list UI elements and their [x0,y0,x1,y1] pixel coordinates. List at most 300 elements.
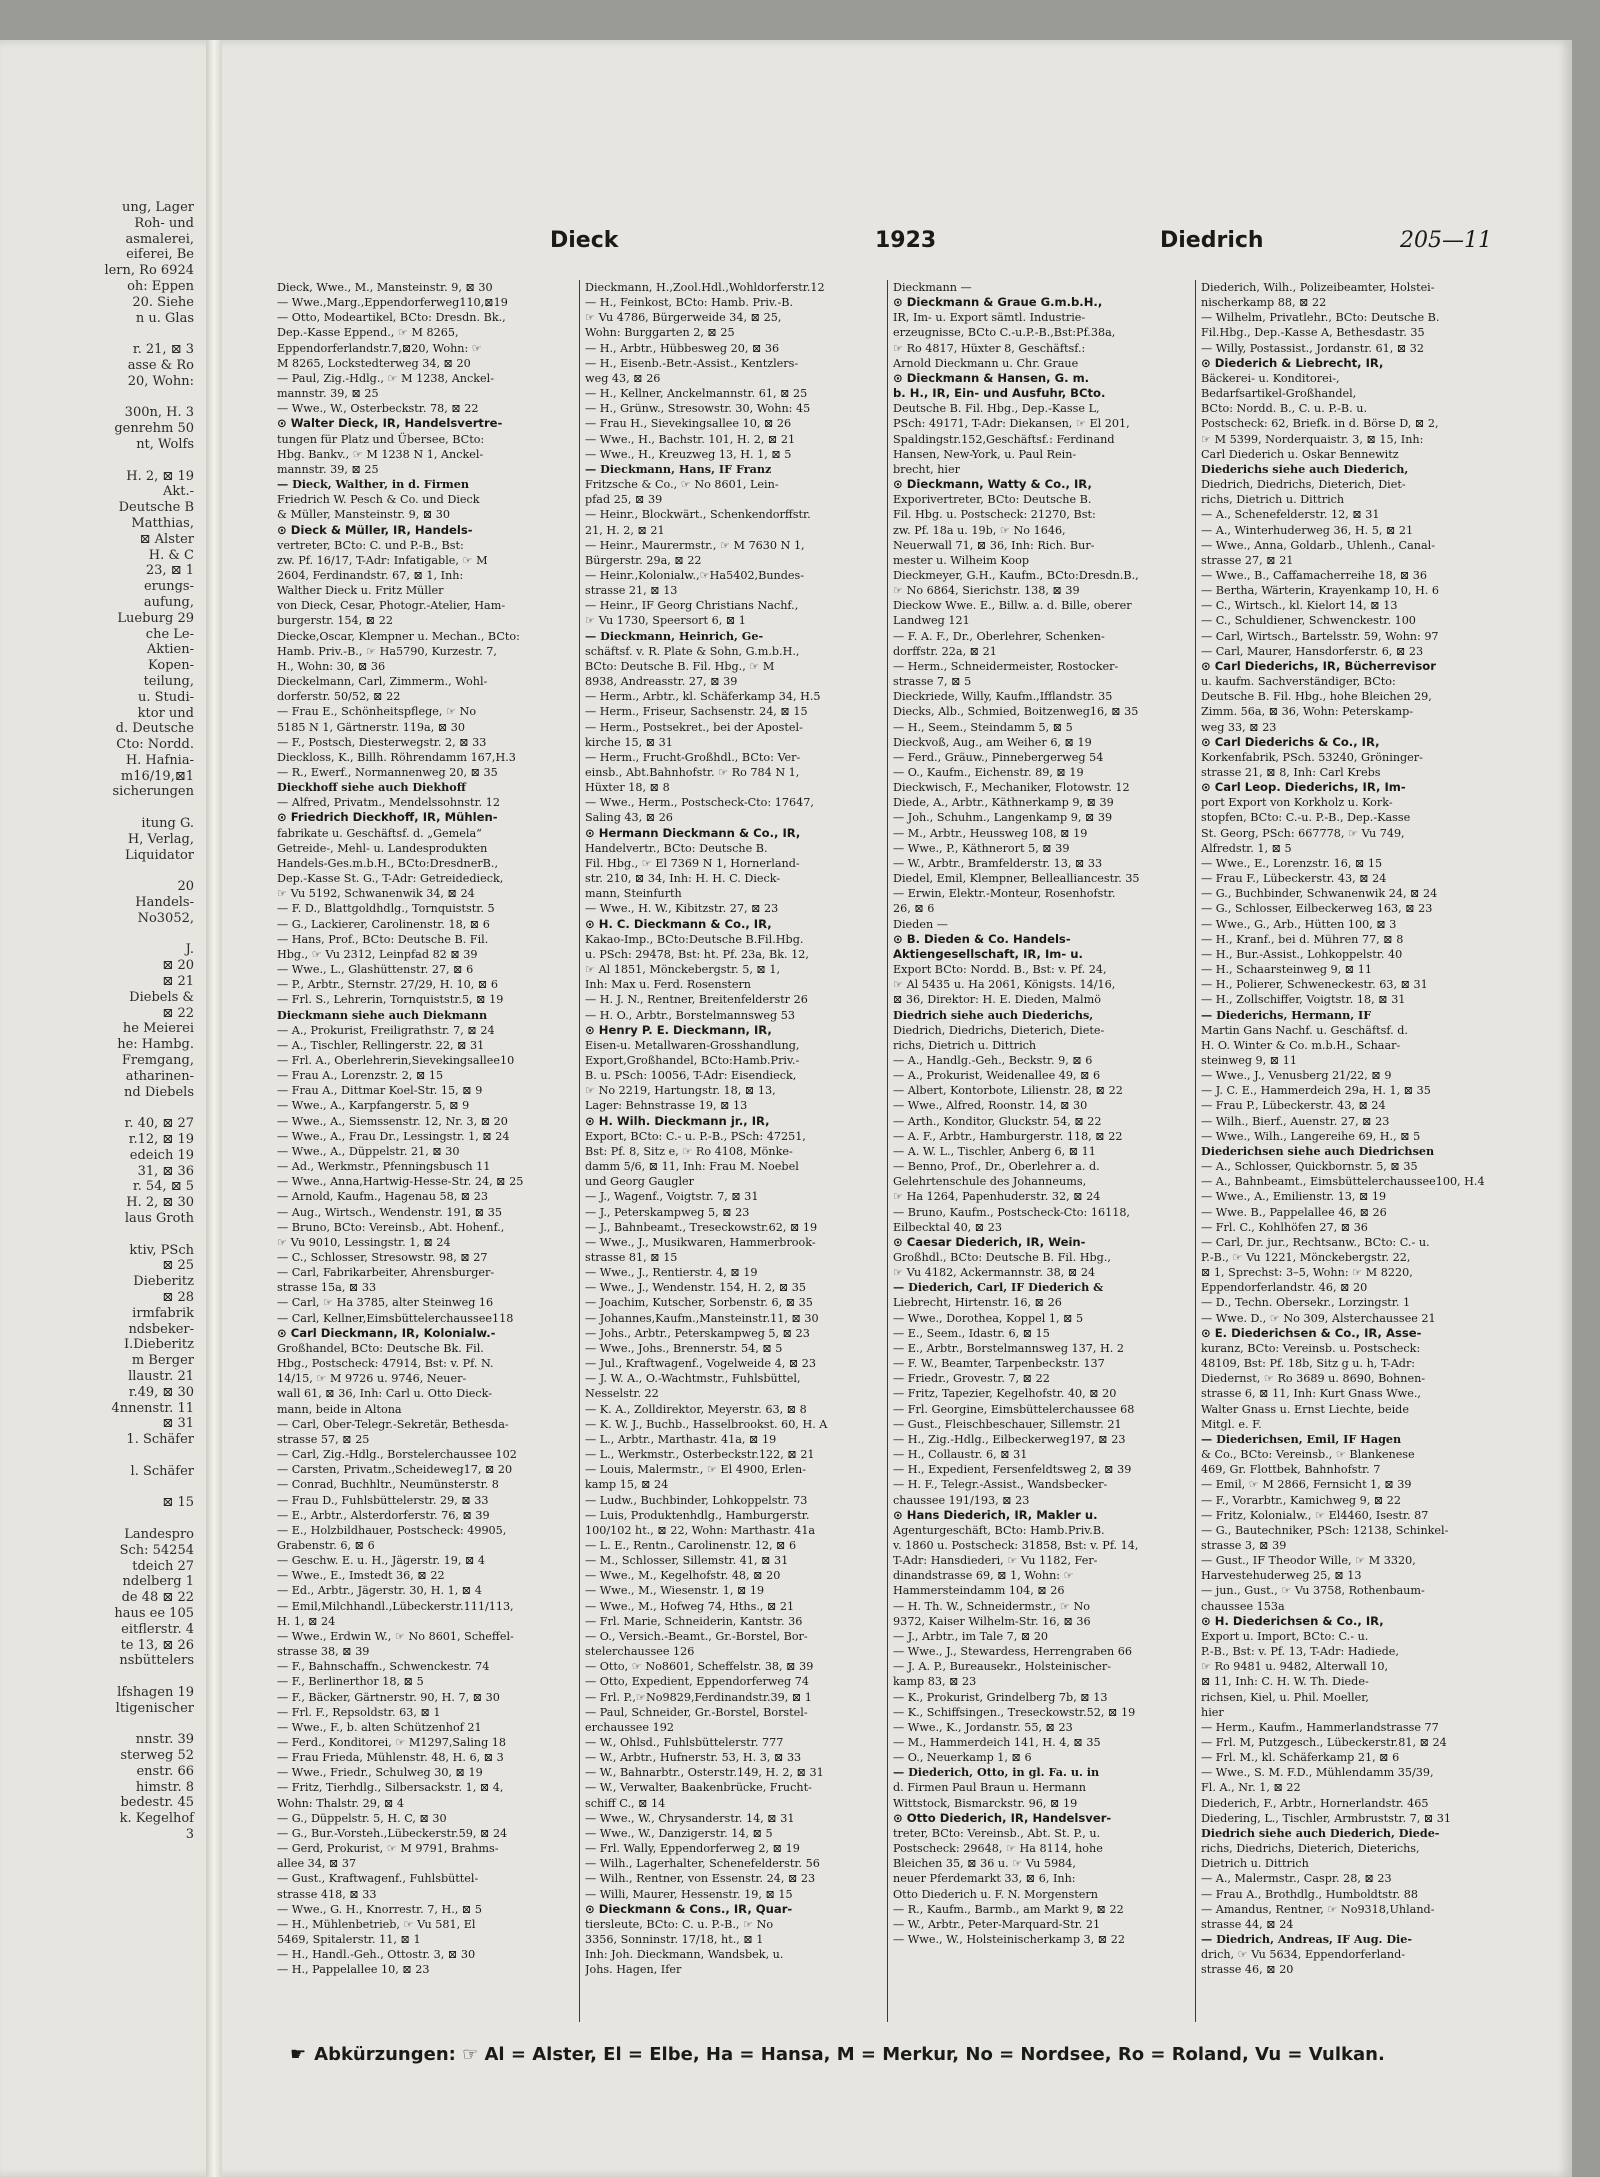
directory-entry: Fil. Hbg., ☞ El 7369 N 1, Hornerland- [585,856,800,870]
edge-fragment: eiferei, Be [126,247,194,263]
directory-entry: Dieckmann — [893,281,972,294]
directory-entry: T-Adr: Hansdiederi, ☞ Vu 1182, Fer- [893,1554,1098,1568]
directory-entry: — H., Kranf., bei d. Mühren 77, ⊠ 8 [1201,932,1404,946]
edge-fragment [0,453,200,469]
edge-fragment: himstr. 8 [135,1779,194,1795]
directory-entry: — Bruno, BCto: Vereinsb., Abt. Hohenf., [277,1220,505,1234]
edge-fragment [0,1100,200,1116]
directory-entry: 3356, Sonninstr. 17/18, ht., ⊠ 1 [585,1933,764,1947]
directory-entry: — H., Schaarsteinweg 9, ⊠ 11 [1201,963,1372,977]
directory-entry: Hamb. Priv.-B., ☞ Ha5790, Kurzestr. 7, [277,644,497,658]
directory-entry: ⊠ 11, Inh: C. H. W. Th. Diede- [1201,1675,1369,1689]
directory-entry: — Ed., Arbtr., Jägerstr. 30, H. 1, ⊠ 4 [277,1584,482,1598]
directory-entry: weg 43, ⊠ 26 [585,371,661,385]
directory-entry: — H., Eisenb.-Betr.-Assist., Kentzlers- [585,356,799,370]
directory-entry: Hammersteindamm 104, ⊠ 26 [893,1584,1065,1598]
directory-entry: — Frau F., Lübeckerstr. 43, ⊠ 24 [1201,872,1387,886]
directory-entry: 48109, Bst: Pf. 18b, Sitz g u. h, T-Adr: [1201,1357,1416,1371]
directory-entry: — Diederichs, Hermann, IF [1201,1007,1372,1022]
directory-entry: Diedernst, ☞ Ro 3689 u. 8690, Bohnen- [1201,1372,1426,1386]
directory-entry: dinandstrasse 69, ⊠ 1, Wohn: ☞ [893,1569,1074,1583]
directory-entry: — Ferd., Konditorei, ☞ M1297,Saling 18 [277,1736,507,1749]
directory-entry: — Wwe., A., Siemssenstr. 12, Nr. 3, ⊠ 20 [277,1114,508,1128]
edge-fragment: u. Studi- [137,689,194,705]
edge-fragment: ⊠ 21 [162,974,194,990]
directory-entry: P.-B., Bst: v. Pf. 13, T-Adr: Hadiede, [1201,1645,1399,1659]
directory-entry: — K., Prokurist, Grindelberg 7b, ⊠ 13 [893,1690,1108,1704]
directory-entry: H. 1, ⊠ 24 [277,1614,336,1628]
edge-fragment: ung, Lager [122,200,194,215]
directory-entry: Hbg., Postscheck: 47914, Bst: v. Pf. N. [277,1357,494,1371]
edge-fragment: r.49, ⊠ 30 [128,1384,194,1400]
directory-entry: einsb., Abt.Bahnhofstr. ☞ Ro 784 N 1, [585,766,800,779]
directory-entry: — Wwe., S. M. F.D., Mühlendamm 35/39, [1201,1766,1434,1780]
edge-fragment: l. Schäfer [130,1463,194,1479]
directory-entry: Korkenfabrik, PSch. 53240, Gröninger- [1201,750,1423,764]
directory-entry: hier [1201,1705,1224,1719]
edge-fragment: Diebels & [129,989,194,1005]
directory-entry: — A., Prokurist, Freiligrathstr. 7, ⊠ 24 [277,1023,495,1037]
directory-entry: — Heinr., Blockwärt., Schenkendorffstr. [585,508,811,522]
directory-entry: — W., Arbtr., Peter-Marquard-Str. 21 [893,1917,1101,1931]
directory-entry: b. H., IR, Ein- und Ausfuhr, BCto. [893,386,1106,401]
directory-entry: — H., Pappelallee 10, ⊠ 23 [277,1963,430,1977]
directory-entry: — Gust., Kraftwagenf., Fuhlsbüttel- [277,1872,479,1886]
directory-entry: — Bertha, Wärterin, Krayenkamp 10, H. 6 [1201,584,1439,598]
edge-fragment: 3 [185,1827,194,1843]
directory-entry: — O., Kaufm., Eichenstr. 89, ⊠ 19 [893,766,1084,779]
edge-fragment: No3052, [137,910,194,926]
directory-entry: — Wwe., F., b. alten Schützenhof 21 [277,1720,482,1734]
edge-fragment: Kopen- [148,658,194,674]
directory-entry: — Herm., Kaufm., Hammerlandstrasse 77 [1201,1720,1439,1734]
directory-entry: — K. W. J., Buchb., Hasselbrookst. 60, H. A [585,1417,828,1431]
directory-entry: — Ferd., Gräuw., Pinnebergerweg 54 [893,750,1104,764]
directory-entry: — Frau D., Fuhlsbüttelerstr. 29, ⊠ 33 [277,1493,489,1507]
page-header [290,228,1560,268]
directory-entry: — A., Schenefelderstr. 12, ⊠ 31 [1201,508,1380,522]
directory-entry: Dieckelmann, Carl, Zimmerm., Wohl- [277,675,488,689]
directory-entry: — L. E., Rentn., Carolinenstr. 12, ⊠ 6 [585,1538,797,1552]
column-2 [580,280,888,2022]
directory-entry: — Jul., Kraftwagenf., Vogelweide 4, ⊠ 23 [585,1357,816,1371]
directory-entry: richs, Diedrichs, Dieterich, Dieterichs, [1201,1842,1420,1856]
directory-entry: Hbg., ☞ Vu 2312, Leinpfad 82 ⊠ 39 [277,947,478,961]
edge-fragment: asse & Ro [127,357,194,373]
directory-entry: Diedrich siehe auch Diederichs, [893,1007,1094,1022]
directory-entry: — Wwe., W., Osterbeckstr. 78, ⊠ 22 [277,402,479,416]
edge-fragment: 20. Siehe [132,294,194,310]
edge-fragment: Fremgang, [121,1053,194,1069]
directory-entry: — W., Verwalter, Baakenbrücke, Frucht- [585,1781,812,1795]
directory-entry: Diede, A., Arbtr., Käthnerkamp 9, ⊠ 39 [893,796,1114,810]
directory-entry: — Wwe., A., Frau Dr., Lessingstr. 1, ⊠ 24 [277,1129,510,1143]
edge-fragment: Sch: 54254 [119,1542,194,1558]
directory-entry: — Frl. Wally, Eppendorferweg 2, ⊠ 19 [585,1842,800,1856]
directory-entry: treter, BCto: Vereinsb., Abt. St. P., u. [893,1826,1101,1840]
directory-entry: ⊙ B. Dieden & Co. Handels- [893,931,1071,946]
directory-entry: — A., Prokurist, Weidenallee 49, ⊠ 6 [893,1069,1101,1083]
directory-entry: Otto Diederich u. F. N. Morgenstern [893,1887,1098,1901]
directory-entry: Fritzsche & Co., ☞ No 8601, Lein- [585,478,779,492]
directory-entry: Eppendorferlandstr. 46, ⊠ 20 [1201,1281,1368,1295]
edge-fragment: J. [185,942,194,958]
directory-entry: Inh: Max u. Ferd. Rosenstern [585,978,751,992]
directory-entry: — G., Buchbinder, Schwanenwik 24, ⊠ 24 [1201,887,1438,901]
directory-entry: ☞ Ro 4817, Hüxter 8, Geschäftsf.: [893,341,1086,355]
directory-entry: — Heinr.,Kolonialw.,☞Ha5402,Bundes- [585,568,805,582]
directory-entry: Neuerwall 71, ⊠ 36, Inh: Rich. Bur- [893,538,1095,552]
directory-entry: — Wwe., B., Caffamacherreihe 18, ⊠ 36 [1201,568,1428,582]
edge-fragment [0,1669,200,1685]
edge-fragment: ⊠ 15 [162,1495,194,1511]
edge-fragment: eitflerstr. 4 [121,1621,194,1637]
directory-entry: stopfen, BCto: C.-u. P.-B., Dep.-Kasse [1201,811,1411,825]
directory-entry: — Frau A., Brothdlg., Humboldtstr. 88 [1201,1887,1419,1901]
directory-entry: Diecks, Alb., Schmied, Boitzenweg16, ⊠ 35 [893,705,1139,719]
directory-entry: Diecke,Oscar, Klempner u. Mechan., BCto: [277,629,520,643]
directory-entry: damm 5/6, ⊠ 11, Inh: Frau M. Noebel [585,1160,799,1174]
edge-fragment: Matthias, [131,515,194,531]
directory-entry: — J. C. E., Hammerdeich 29a, H. 1, ⊠ 35 [1201,1084,1431,1098]
directory-entry: — Wwe., W., Holsteinischerkamp 3, ⊠ 22 [893,1933,1125,1947]
directory-entry: Eilbecktal 40, ⊠ 23 [893,1220,1002,1234]
edge-fragment: ⊠ 25 [162,1258,194,1274]
directory-entry: Landweg 121 [893,614,970,628]
directory-entry: — Wwe., Dorothea, Koppel 1, ⊠ 5 [893,1311,1084,1325]
directory-entry: — E., Arbtr., Alsterdorferstr. 76, ⊠ 39 [277,1508,490,1522]
directory-entry: & Müller, Mansteinstr. 9, ⊠ 30 [277,508,451,522]
directory-entry: — Frl. F., Repsoldstr. 63, ⊠ 1 [277,1705,441,1719]
directory-entry: allee 34, ⊠ 37 [277,1857,357,1871]
directory-entry: Dep.-Kasse Eppend., ☞ M 8265, [277,326,459,340]
directory-entry: — Wwe., Alfred, Roonstr. 14, ⊠ 30 [893,1099,1088,1113]
directory-entry: dorferstr. 50/52, ⊠ 22 [277,690,401,704]
edge-fragment: teilung, [143,673,194,689]
edge-fragment: Deutsche B [118,500,194,516]
edge-fragment: 300n, H. 3 [124,405,194,421]
directory-entry: Postscheck: 62, Briefk. in d. Börse D, ⊠ 2, [1201,417,1439,431]
directory-entry: strasse 46, ⊠ 20 [1201,1963,1294,1977]
directory-entry: — J., Arbtr., im Tale 7, ⊠ 20 [893,1629,1049,1643]
directory-entry: dorffstr. 22a, ⊠ 21 [893,644,997,658]
edge-fragment: nd Diebels [124,1084,194,1100]
directory-entry: — Wwe., J., Rentierstr. 4, ⊠ 19 [585,1266,758,1280]
directory-entry: Friedrich W. Pesch & Co. und Dieck [277,493,480,507]
directory-entry: — A. W. L., Tischler, Anberg 6, ⊠ 11 [893,1144,1096,1158]
edge-fragment: Liquidator [125,847,194,863]
edge-fragment: erungs- [143,579,194,595]
directory-entry: — E., Arbtr., Borstelmannsweg 137, H. 2 [893,1341,1124,1355]
edge-fragment: H. Hafnia- [125,752,194,768]
directory-entry: — J. W. A., O.-Wachtmstr., Fuhlsbüttel, [585,1372,801,1386]
directory-entry: mann, beide in Altona [277,1402,402,1416]
directory-entry: — Wilh., Bierf., Auenstr. 27, ⊠ 23 [1201,1114,1390,1128]
edge-fragment: llaustr. 21 [128,1368,194,1384]
directory-entry: — R., Ewerf., Normannenweg 20, ⊠ 35 [277,766,498,779]
directory-entry: — H. F., Telegr.-Assist., Wandsbecker- [893,1478,1108,1492]
directory-entry: 9372, Kaiser Wilhelm-Str. 16, ⊠ 36 [893,1614,1091,1628]
directory-entry: ⊙ Dieckmann & Graue G.m.b.H., [893,295,1103,310]
directory-entry: — Frl. C., Kohlhöfen 27, ⊠ 36 [1201,1220,1368,1234]
directory-entry: — R., Kaufm., Barmb., am Markt 9, ⊠ 22 [893,1902,1124,1916]
directory-entry: — W., Bahnarbtr., Osterstr.149, H. 2, ⊠ 31 [585,1766,824,1780]
directory-entry: 8938, Andreasstr. 27, ⊠ 39 [585,675,738,689]
directory-entry: — Dieck, Walther, in d. Firmen [277,477,469,492]
directory-entry: chaussee 153a [1201,1599,1285,1613]
directory-entry: ⊙ Carl Dieckmann, IR, Kolonialw.- [277,1325,496,1340]
edge-fragment: ⊠ 31 [162,1416,194,1432]
edge-fragment: genrehm 50 [114,421,194,437]
directory-entry: H. O. Winter & Co. m.b.H., Schaar- [1201,1038,1401,1052]
directory-entry: — Erwin, Elektr.-Monteur, Rosenhofstr. [893,887,1116,901]
directory-entry: — Joachim, Kutscher, Sorbenstr. 6, ⊠ 35 [585,1296,813,1310]
directory-entry: Postscheck: 29648, ☞ Ha 8114, hohe [893,1842,1103,1856]
directory-entry: — Frl. M, Putzgesch., Lübeckerstr.81, ⊠ 24 [1201,1736,1447,1749]
directory-entry: 5185 N 1, Gärtnerstr. 119a, ⊠ 30 [277,720,465,734]
directory-entry: Saling 43, ⊠ 26 [585,811,673,825]
edge-fragment [0,1511,200,1527]
directory-entry: ☞ No 6864, Sierichstr. 138, ⊠ 39 [893,584,1080,598]
edge-fragment: ktiv, PSch [129,1242,194,1258]
directory-page [0,40,1572,2177]
directory-entry: — Wwe., M., Hofweg 74, Hths., ⊠ 21 [585,1599,795,1613]
edge-fragment: lfshagen 19 [117,1684,194,1700]
directory-entry: — A., Bahnbeamt., Eimsbüttelerchaussee100, H.4 [1201,1175,1485,1189]
directory-entry: — L., Arbtr., Marthastr. 41a, ⊠ 19 [585,1432,777,1446]
edge-fragment: 20 [177,879,194,895]
directory-entry: — G., Bur.-Vorsteh.,Lübeckerstr.59, ⊠ 24 [277,1826,508,1840]
directory-entry: Dieckwisch, F., Mechaniker, Flotowstr. 12 [893,781,1130,795]
directory-entry: Nesselstr. 22 [585,1387,659,1401]
directory-entry: — Dieckmann, Hans, IF Franz [585,461,772,476]
directory-entry: — Arth., Konditor, Gluckstr. 54, ⊠ 22 [893,1114,1102,1128]
edge-fragment: asmalerei, [125,231,194,247]
directory-entry: — J., Wagenf., Voigtstr. 7, ⊠ 31 [585,1190,759,1204]
directory-entry: — G., Schlosser, Eilbeckerweg 163, ⊠ 23 [1201,902,1433,916]
directory-entry: — Wwe., M., Wiesenstr. 1, ⊠ 19 [585,1584,765,1598]
directory-entry: weg 33, ⊠ 23 [1201,720,1277,734]
directory-entry: — Heinr., IF Georg Christians Nachf., [585,599,799,613]
directory-entry: — Otto, Expedient, Eppendorferweg 74 [585,1675,810,1689]
directory-entry: — A., Schlosser, Quickbornstr. 5, ⊠ 35 [1201,1160,1418,1174]
directory-entry: — Frl. M., kl. Schäferkamp 21, ⊠ 6 [1201,1751,1400,1765]
directory-entry: — Wwe., H., Bachstr. 101, H. 2, ⊠ 21 [585,432,796,446]
directory-entry: — O., Versich.-Beamt., Gr.-Borstel, Bor- [585,1629,808,1643]
directory-entry: — Gust., Fleischbeschauer, Sillemstr. 21 [893,1417,1122,1431]
directory-entry: ⊙ Carl Leop. Diederichs, IR, Im- [1201,780,1406,795]
edge-fragment: ktor und [137,705,194,721]
directory-entry: ☞ Vu 1730, Speersort 6, ⊠ 1 [585,614,746,628]
header-last-entry: Diedrich [1160,228,1264,253]
directory-entry: ⊙ E. Diederichsen & Co., IR, Asse- [1201,1325,1422,1340]
directory-entry: neuer Pferdemarkt 33, ⊠ 6, Inh: [893,1872,1076,1886]
directory-columns [272,280,1504,2022]
directory-entry: steinweg 9, ⊠ 11 [1201,1053,1297,1067]
directory-entry: ⊠ 1, Sprechst: 3–5, Wohn: ☞ M 8220, [1201,1266,1413,1280]
directory-entry: — Otto, Modeartikel, BCto: Dresdn. Bk., [277,311,506,325]
directory-entry: — A., Handlg.-Geh., Beckstr. 9, ⊠ 6 [893,1053,1093,1067]
edge-fragment: ndelberg 1 [122,1574,194,1590]
directory-entry: v. 1860 u. Postscheck: 31858, Bst: v. Pf. 14, [893,1538,1139,1552]
directory-entry: — F., Bäcker, Gärtnerstr. 90, H. 7, ⊠ 30 [277,1690,500,1704]
directory-entry: — Arnold, Kaufm., Hagenau 58, ⊠ 23 [277,1190,488,1204]
directory-entry: richsen, Kiel, u. Phil. Moeller, [1201,1690,1369,1704]
edge-fragment: r. 40, ⊠ 27 [124,1116,194,1132]
directory-entry: — W., Ohlsd., Fuhlsbüttelerstr. 777 [585,1736,784,1749]
directory-entry: Dieckvoß, Aug., am Weiher 6, ⊠ 19 [893,735,1092,749]
header-first-entry: Dieck [550,228,619,253]
directory-entry: — Frau P., Lübeckerstr. 43, ⊠ 24 [1201,1099,1386,1113]
directory-entry: & Co., BCto: Vereinsb., ☞ Blankenese [1201,1448,1415,1462]
edge-fragment: Dieberitz [133,1274,194,1290]
edge-fragment [0,800,200,816]
directory-entry: nischerkamp 88, ⊠ 22 [1201,296,1327,310]
edge-fragment: m Berger [131,1353,194,1369]
edge-fragment: atharinen- [125,1068,194,1084]
directory-entry: — Frau H., Sievekingsallee 10, ⊠ 26 [585,417,792,431]
directory-entry: Carl Diederich u. Oskar Bennewitz [1201,447,1399,461]
directory-entry: 14/15, ☞ M 9726 u. 9746, Neuer- [277,1372,467,1386]
edge-fragment: de 48 ⊠ 22 [121,1590,194,1606]
edge-fragment: lern, Ro 6924 [104,263,194,279]
directory-entry: — Friedr., Grovestr. 7, ⊠ 22 [893,1372,1050,1386]
edge-fragment: H, Verlag, [127,831,194,847]
directory-entry: — Frl. P.,☞No9829,Ferdinandstr.39, ⊠ 1 [585,1690,812,1704]
directory-entry: — H. Th. W., Schneidermstr., ☞ No [893,1599,1091,1613]
edge-fragment: Cto: Nordd. [116,737,194,753]
directory-entry: BCto: Deutsche B. Fil. Hbg., ☞ M [585,659,775,673]
directory-entry: — O., Neuerkamp 1, ⊠ 6 [893,1751,1032,1765]
previous-page-edge [0,200,200,2030]
directory-entry: — Emil,Milchhandl.,Lübeckerstr.111/113, [277,1599,514,1613]
column-1 [272,280,580,2022]
directory-entry: — F. D., Blattgoldhdlg., Tornquiststr. 5 [277,902,495,916]
directory-entry: — H., Zollschiffer, Voigtstr. 18, ⊠ 31 [1201,993,1406,1007]
edge-fragment: te 13, ⊠ 26 [120,1637,194,1653]
edge-fragment: he: Hambg. [117,1037,194,1053]
directory-entry: tiersleute, BCto: C. u. P.-B., ☞ No [585,1917,774,1931]
directory-entry: Walter Gnass u. Ernst Liechte, beide [1201,1402,1409,1416]
directory-entry: strasse 21, ⊠ 8, Inh: Carl Krebs [1201,766,1381,779]
directory-entry: — H., Grünw., Stresowstr. 30, Wohn: 45 [585,402,811,416]
directory-entry: — E., Holzbildhauer, Postscheck: 49905, [277,1523,507,1537]
directory-entry: — Gerd, Prokurist, ☞ M 9791, Brahms- [277,1842,499,1856]
directory-entry: Großhandel, BCto: Deutsche Bk. Fil. [277,1341,484,1355]
edge-fragment: he Meierei [122,1021,194,1037]
header-year: 1923 [875,228,937,253]
edge-fragment: m16/19,⊠1 [120,768,194,784]
edge-fragment: 31, ⊠ 36 [137,1163,194,1179]
directory-entry: — Wwe., H., Kreuzweg 13, H. 1, ⊠ 5 [585,447,792,461]
edge-fragment: ltigenischer [115,1700,194,1716]
directory-entry: — Carl, Zig.-Hdlg., Borstelerchaussee 102 [277,1448,517,1462]
directory-entry: — Frau E., Schönheitspflege, ☞ No [277,705,477,719]
directory-entry: — W., Arbtr., Hufnerstr. 53, H. 3, ⊠ 33 [585,1751,802,1765]
directory-entry: — H., Collaustr. 6, ⊠ 31 [893,1448,1028,1462]
directory-entry: 100/102 ht., ⊠ 22, Wohn: Marthastr. 41a [585,1523,816,1537]
edge-fragment: ⊠ Alster [139,531,194,547]
directory-entry: 21, H. 2, ⊠ 21 [585,523,665,537]
edge-fragment: oh: Eppen [127,278,194,294]
abbreviations-text: Abkürzungen: ☞ Al = Alster, El = Elbe, Ha = Hansa, M = Merkur, No = Nordsee, Ro = Roland, Vu = Vulkan. [314,2044,1385,2065]
directory-entry: ⊙ Henry P. E. Dieckmann, IR, [585,1022,772,1037]
directory-entry: wall 61, ⊠ 36, Inh: Carl u. Otto Dieck- [277,1387,493,1401]
directory-entry: — Frau A., Dittmar Koel-Str. 15, ⊠ 9 [277,1084,483,1098]
edge-fragment: ⊠ 28 [162,1289,194,1305]
directory-entry: — Hans, Prof., BCto: Deutsche B. Fil. [277,932,489,946]
edge-fragment: nsbüttelers [119,1653,194,1669]
directory-entry: St. Georg, PSch: 667778, ☞ Vu 749, [1201,826,1405,840]
directory-entry: ⊙ Hermann Dieckmann & Co., IR, [585,825,801,840]
directory-entry: strasse 21, ⊠ 13 [585,584,678,598]
directory-entry: Inh: Joh. Dieckmann, Wandsbek, u. [585,1948,784,1962]
directory-entry: — F., Vorarbtr., Kamichweg 9, ⊠ 22 [1201,1493,1402,1507]
edge-fragment: ⊠ 22 [162,1005,194,1021]
directory-entry: Liebrecht, Hirtenstr. 16, ⊠ 26 [893,1296,1062,1310]
directory-entry: Dietrich u. Dittrich [1201,1857,1309,1871]
directory-entry: — Wwe., H. W., Kibitzstr. 27, ⊠ 23 [585,902,779,916]
directory-entry: ⊙ Otto Diederich, IR, Handelsver- [893,1810,1112,1825]
directory-entry: — Herm., Friseur, Sachsenstr. 24, ⊠ 15 [585,705,808,719]
directory-entry: — Frau A., Lorenzstr. 2, ⊠ 15 [277,1069,444,1083]
directory-entry: — Gust., IF Theodor Wille, ☞ M 3320, [1201,1554,1416,1568]
directory-entry: Hansen, New-York, u. Paul Rein- [893,447,1077,461]
directory-entry: — F. W., Beamter, Tarpenbeckstr. 137 [893,1357,1105,1371]
directory-entry: ⊙ Dieckmann & Hansen, G. m. [893,370,1090,385]
edge-fragment: r.12, ⊠ 19 [128,1132,194,1148]
directory-entry: H., Wohn: 30, ⊠ 36 [277,659,386,673]
directory-entry: — Frau Frieda, Mühlenstr. 48, H. 6, ⊠ 3 [277,1751,504,1765]
directory-entry: Diederich, F., Arbtr., Hornerlandstr. 465 [1201,1796,1429,1810]
edge-fragment: Lueburg 29 [117,610,194,626]
edge-fragment: 4nnenstr. 11 [111,1400,194,1416]
edge-fragment: sicherungen [112,784,194,800]
directory-entry: — Carl, ☞ Ha 3785, alter Steinweg 16 [277,1296,494,1310]
edge-fragment [0,1480,200,1496]
directory-entry: 2604, Ferdinandstr. 67, ⊠ 1, Inh: [277,568,464,582]
directory-entry: erzeugnisse, BCto C.-u.P.-B.,Bst:Pf.38a, [893,326,1116,340]
directory-entry: ☞ Vu 4182, Ackermannstr. 38, ⊠ 24 [893,1266,1096,1280]
directory-entry: — A., Tischler, Rellingerstr. 22, ⊠ 31 [277,1038,485,1052]
directory-entry: — H. O., Arbtr., Borstelmannsweg 53 [585,1008,795,1022]
directory-entry: — D., Techn. Obersekr., Lorzingstr. 1 [1201,1296,1411,1310]
directory-entry: Großhdl., BCto: Deutsche B. Fil. Hbg., [893,1251,1111,1264]
directory-entry: burgerstr. 154, ⊠ 22 [277,614,393,628]
directory-entry: — Wwe., Anna,Hartwig-Hesse-Str. 24, ⊠ 25 [277,1175,524,1189]
pointing-hand-icon: ☛ [290,2044,307,2065]
directory-entry: — Wwe., A., Karpfangerstr. 5, ⊠ 9 [277,1099,470,1113]
directory-entry: Diedrich siehe auch Diederich, Diede- [1201,1825,1440,1840]
directory-entry: ☞ No 2219, Hartungstr. 18, ⊠ 13, [585,1084,776,1098]
directory-entry: Dieckhoff siehe auch Diekhoff [277,780,466,795]
directory-entry: — Carl, Wirtsch., Bartelsstr. 59, Wohn: 97 [1201,629,1439,643]
column-3 [888,280,1196,2022]
directory-entry: M 8265, Lockstedterweg 34, ⊠ 20 [277,356,471,370]
directory-entry: — M., Schlosser, Sillemstr. 41, ⊠ 31 [585,1554,789,1568]
edge-fragment: edeich 19 [129,1147,194,1163]
directory-entry: kamp 83, ⊠ 23 [893,1675,977,1689]
directory-entry: Harvestehuderweg 25, ⊠ 13 [1201,1569,1362,1583]
directory-entry: — Conrad, Buchhltr., Neumünsterstr. 8 [277,1478,499,1492]
directory-entry: kirche 15, ⊠ 31 [585,735,673,749]
edge-fragment [0,927,200,943]
directory-entry: — Wwe., G. H., Knorrestr. 7, H., ⊠ 5 [277,1902,482,1916]
directory-entry: 5469, Spitalerstr. 11, ⊠ 1 [277,1933,421,1947]
edge-fragment [0,863,200,879]
edge-fragment: aufung, [143,594,194,610]
directory-entry: — Willi, Maurer, Hessenstr. 19, ⊠ 15 [585,1887,793,1901]
